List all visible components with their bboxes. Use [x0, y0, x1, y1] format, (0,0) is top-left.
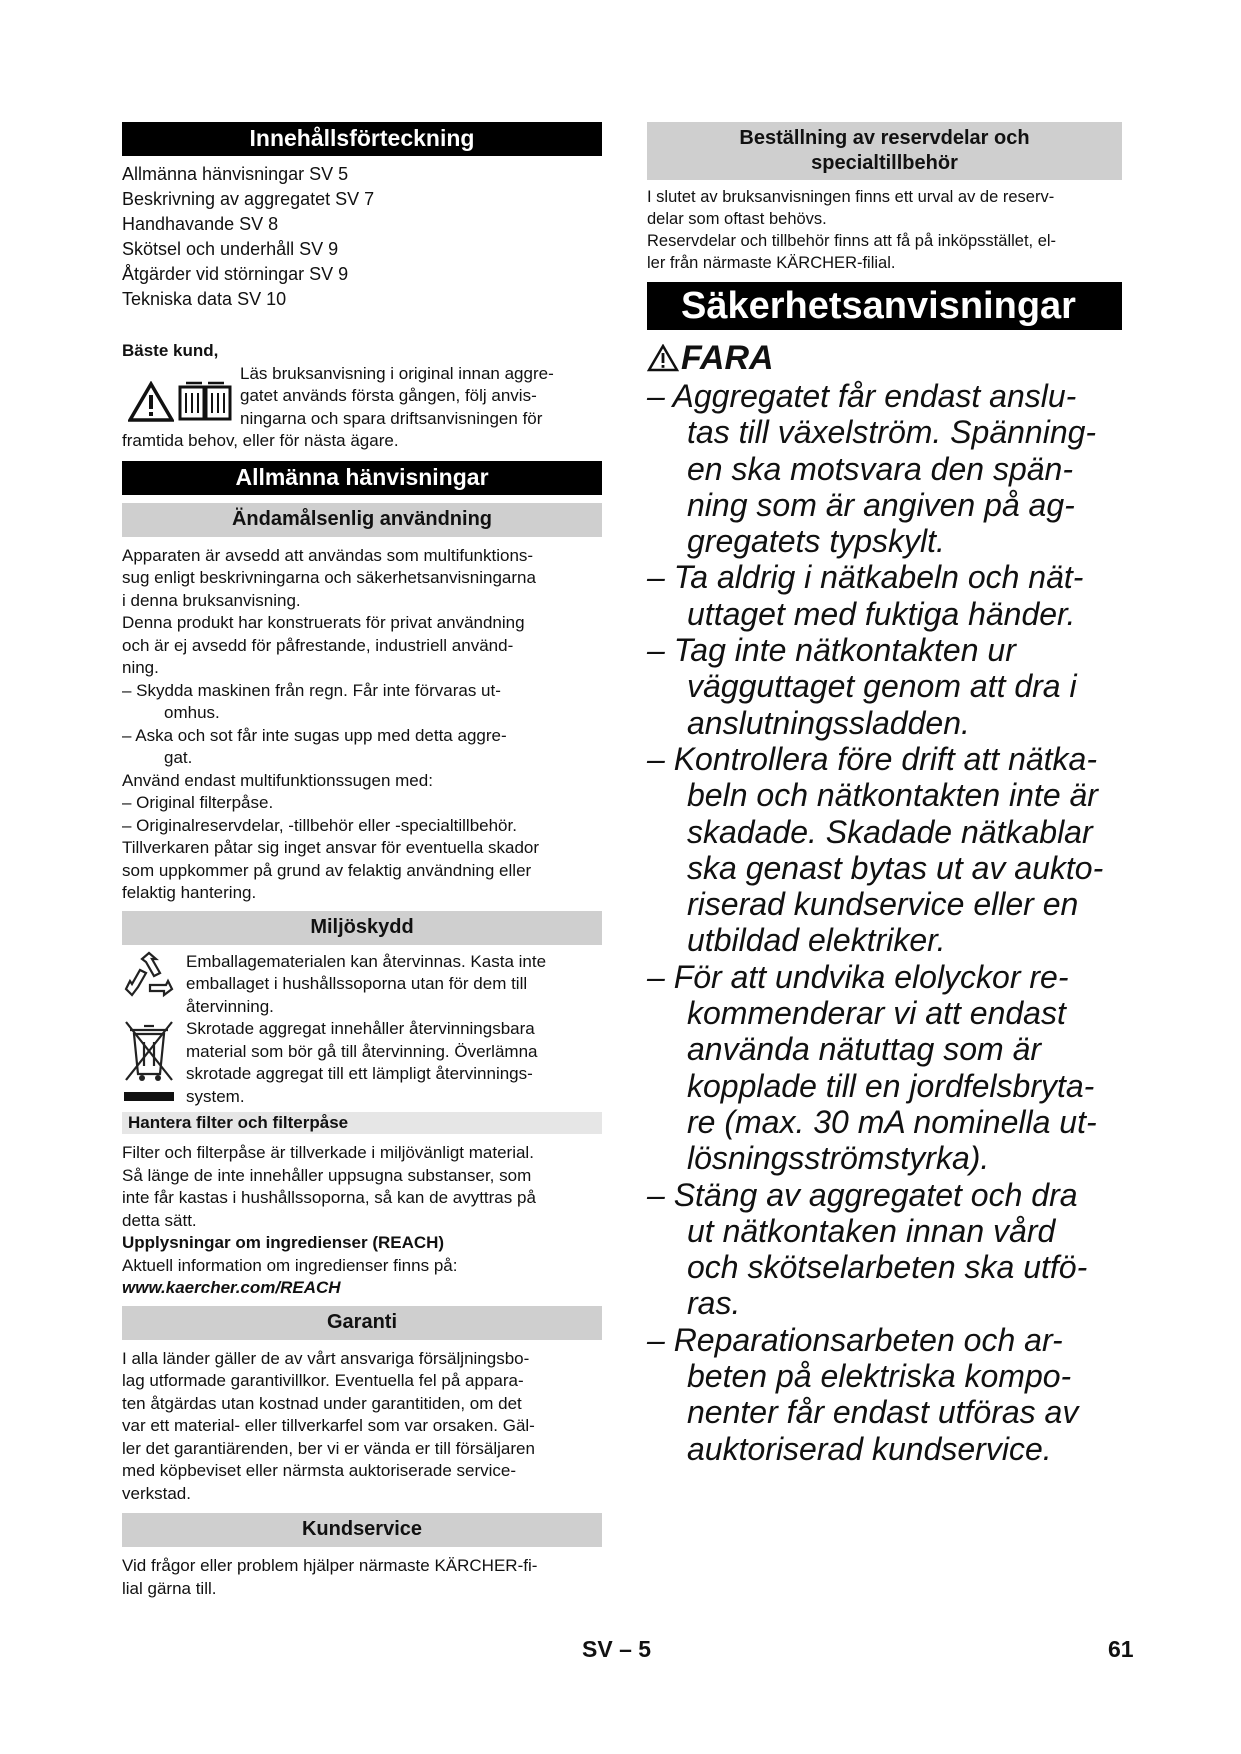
- safety-line: ras.: [687, 1285, 741, 1322]
- safety-line: – Ta aldrig i nätkabeln och nät-: [647, 559, 1084, 596]
- intended-use-title: Ändamålsenlig användning: [122, 503, 602, 537]
- text-line: Apparaten är avsedd att användas som multifunktions-: [122, 545, 534, 565]
- list-item: gat.: [164, 748, 193, 767]
- recycle-icon: [122, 951, 176, 1005]
- intro-line: ningarna och spara driftsanvisningen för: [240, 408, 543, 428]
- text-line: som uppkommer på grund av felaktig användning eller: [122, 860, 532, 880]
- list-item: – Aska och sot får inte sugas upp med detta aggre-: [122, 725, 507, 745]
- text-line: Använd endast multifunktionssugen med:: [122, 770, 433, 790]
- recycle-row: [122, 951, 602, 1019]
- text-line: var ett material- eller tillverkarfel som var orsaken. Gäl-: [122, 1416, 535, 1435]
- environment-title: Miljöskydd: [122, 911, 602, 945]
- list-item: – Skydda maskinen från regn. Får inte förvaras ut-: [122, 680, 501, 700]
- safety-line: re (max. 30 mA nominella ut-: [687, 1103, 1097, 1140]
- greeting: Bäste kund,: [122, 341, 219, 360]
- safety-line: – Stäng av aggregatet och dra: [647, 1176, 1078, 1213]
- text-line: inte får kastas i hushållssoporna, så kan de avyttras på: [122, 1188, 536, 1207]
- safety-list: [647, 378, 1122, 1467]
- toc-item[interactable]: Beskrivning av aggregatet SV 7: [122, 189, 375, 209]
- weee-icon-box: [122, 1018, 186, 1107]
- safety-item: [647, 959, 1122, 1177]
- general-title: Allmänna hänvisningar: [122, 461, 602, 495]
- safety-line: ning som är angiven på ag-: [687, 486, 1075, 523]
- safety-item: [647, 378, 1122, 559]
- intro-line: framtida behov, eller för nästa ägare.: [122, 431, 399, 450]
- safety-line: – Aggregatet får endast anslu-: [647, 378, 1077, 414]
- safety-line: gregatets typskylt.: [687, 523, 945, 560]
- safety-line: beten på elektriska kompo-: [687, 1358, 1072, 1395]
- text-line: Filter och filterpåse är tillverkade i miljövänligt material.: [122, 1143, 534, 1162]
- intro-icons: [122, 363, 240, 429]
- filter-block: [122, 1142, 602, 1300]
- safety-line: ska genast bytas ut av aukto-: [687, 849, 1104, 886]
- text-line: ler det garantiärenden, ber vi er vända er till försäljaren: [122, 1438, 535, 1458]
- text-line: felaktig hantering.: [122, 883, 257, 902]
- toc-title: Innehållsförteckning: [122, 122, 602, 156]
- parts-title-line: specialtillbehör: [811, 152, 958, 174]
- text-line: ler från närmaste KÄRCHER-filial.: [647, 254, 896, 272]
- safety-item: [647, 1177, 1122, 1322]
- parts-title-line: Beställning av reservdelar och: [739, 127, 1030, 149]
- toc-list: [122, 162, 602, 312]
- text-line: Emballagematerialen kan återvinnas. Kasta inte: [186, 951, 547, 971]
- text-line: lial gärna till.: [122, 1578, 217, 1598]
- safety-line: tas till växelström. Spänning-: [687, 414, 1097, 451]
- warning-triangle-icon: [647, 344, 679, 372]
- weee-row: [122, 1018, 602, 1108]
- text-line: ning.: [122, 658, 159, 677]
- safety-line: nenter får endast utföras av: [687, 1394, 1079, 1431]
- text-line: I alla länder gäller de av vårt ansvariga försäljningsbo-: [122, 1348, 530, 1368]
- safety-item: [647, 632, 1122, 741]
- text-line: återvinning.: [186, 996, 274, 1016]
- toc-item[interactable]: Allmänna hänvisningar SV 5: [122, 164, 349, 184]
- safety-line: anslutningssladden.: [687, 704, 970, 741]
- text-line: skrotade aggregat till ett lämpligt återvinnings-: [186, 1064, 533, 1083]
- safety-line: använda nätuttag som är: [687, 1031, 1042, 1068]
- text-line: Reservdelar och tillbehör finns att få på inköpsstället, el-: [647, 232, 1057, 250]
- text-line: lag utformade garantivillkor. Eventuella fel på appara-: [122, 1371, 524, 1390]
- safety-line: uttaget med fuktiga händer.: [687, 595, 1076, 632]
- safety-item: [647, 741, 1122, 959]
- footer-section: SV – 5: [582, 1636, 652, 1662]
- text-line: detta sätt.: [122, 1210, 197, 1230]
- danger-label: FARA: [681, 339, 774, 377]
- intended-use-text: [122, 545, 602, 905]
- safety-line: en ska motsvara den spän-: [687, 450, 1073, 487]
- intro-line: gatet används första gången, följ anvis-: [240, 386, 537, 405]
- recycle-icon-box: [122, 951, 186, 1010]
- intro-text: [240, 363, 602, 431]
- safety-title: Säkerhetsanvisningar: [647, 282, 1122, 330]
- toc-item[interactable]: Skötsel och underhåll SV 9: [122, 239, 339, 259]
- safety-line: – Kontrollera före drift att nätka-: [647, 740, 1097, 777]
- safety-line: kopplade till en jordfelsbryta-: [687, 1067, 1095, 1104]
- reach-link[interactable]: www.kaercher.com/REACH: [122, 1278, 341, 1297]
- safety-line: utbildad elektriker.: [687, 922, 946, 959]
- warranty-title: Garanti: [122, 1306, 602, 1340]
- safety-line: – För att undvika elolyckor re-: [647, 958, 1069, 995]
- safety-line: ut nätkontaken innan vård: [687, 1212, 1056, 1249]
- toc-item[interactable]: Handhavande SV 8: [122, 214, 279, 234]
- text-line: Denna produkt har konstruerats för privat användning: [122, 613, 525, 632]
- intro-line: Läs bruksanvisning i original innan aggre-: [240, 363, 554, 383]
- safety-item: [647, 1322, 1122, 1467]
- reach-heading: Upplysningar om ingredienser (REACH): [122, 1233, 445, 1252]
- text-line: sug enligt beskrivningarna och säkerhetsanvisningarna: [122, 568, 536, 587]
- danger-heading: [647, 338, 1122, 378]
- filter-title: Hantera filter och filterpåse: [122, 1112, 602, 1134]
- text-line: Tillverkaren påtar sig inget ansvar för eventuella skador: [122, 838, 540, 857]
- list-item: – Original filterpåse.: [122, 793, 274, 812]
- text-line: material som bör gå till återvinning. Överlämna: [186, 1041, 538, 1061]
- recycle-text: [186, 951, 602, 1019]
- environment-block: [122, 951, 602, 1109]
- list-item: omhus.: [164, 703, 220, 722]
- left-column: [122, 122, 602, 1600]
- safety-line: och skötselarbeten ska utfö-: [687, 1249, 1088, 1286]
- text-line: Så länge de inte innehåller uppsugna substanser, som: [122, 1165, 532, 1185]
- intro-block: [122, 340, 602, 453]
- text-line: Vid frågor eller problem hjälper närmaste KÄRCHER-fi-: [122, 1556, 538, 1575]
- intro-row: [122, 363, 602, 431]
- safety-line: beln och nätkontakten inte är: [687, 777, 1098, 814]
- safety-line: auktoriserad kundservice.: [687, 1430, 1052, 1467]
- safety-line: – Reparationsarbeten och ar-: [647, 1321, 1063, 1358]
- safety-line: kommenderar vi att endast: [687, 995, 1066, 1032]
- text-line: I slutet av bruksanvisningen finns ett urval av de reserv-: [647, 188, 1055, 206]
- text-line: ten åtgärdas utan kostnad under garantitiden, om det: [122, 1393, 522, 1413]
- parts-title: [647, 122, 1122, 180]
- text-line: Aktuell information om ingredienser finns på:: [122, 1255, 458, 1275]
- warning-triangle-icon: [128, 381, 174, 423]
- safety-line: riserad kundservice eller en: [687, 886, 1079, 923]
- text-line: med köpbeviset eller närmsta auktoriserade service-: [122, 1461, 517, 1480]
- service-title: Kundservice: [122, 1513, 602, 1547]
- safety-item: [647, 559, 1122, 632]
- text-line: och är ej avsedd för påfrestande, industriell använd-: [122, 635, 514, 655]
- text-line: emballaget i hushållssoporna utan för dem till: [186, 974, 528, 993]
- toc-item[interactable]: Åtgärder vid störningar SV 9: [122, 264, 349, 284]
- text-line: i denna bruksanvisning.: [122, 590, 301, 610]
- safety-line: – Tag inte nätkontakten ur: [647, 632, 1016, 669]
- text-line: Skrotade aggregat innehåller återvinningsbara: [186, 1019, 535, 1038]
- right-column: [647, 122, 1122, 1467]
- safety-line: lösningsströmstyrka).: [687, 1140, 990, 1177]
- manual-book-icon: [176, 379, 234, 423]
- warranty-block: [122, 1348, 602, 1506]
- text-line: verkstad.: [122, 1483, 191, 1503]
- parts-block: [647, 186, 1122, 274]
- list-item: – Originalreservdelar, -tillbehör eller -specialtillbehör.: [122, 815, 517, 835]
- page-number: 61: [1108, 1636, 1134, 1662]
- weee-text: [186, 1018, 602, 1108]
- text-line: system.: [186, 1086, 245, 1106]
- text-line: delar som oftast behövs.: [647, 210, 827, 228]
- crossed-bin-icon: [122, 1018, 176, 1102]
- safety-line: skadade. Skadade nätkablar: [687, 813, 1093, 850]
- safety-line: vägguttaget genom att dra i: [687, 668, 1077, 705]
- toc-item[interactable]: Tekniska data SV 10: [122, 289, 287, 309]
- service-block: [122, 1555, 602, 1600]
